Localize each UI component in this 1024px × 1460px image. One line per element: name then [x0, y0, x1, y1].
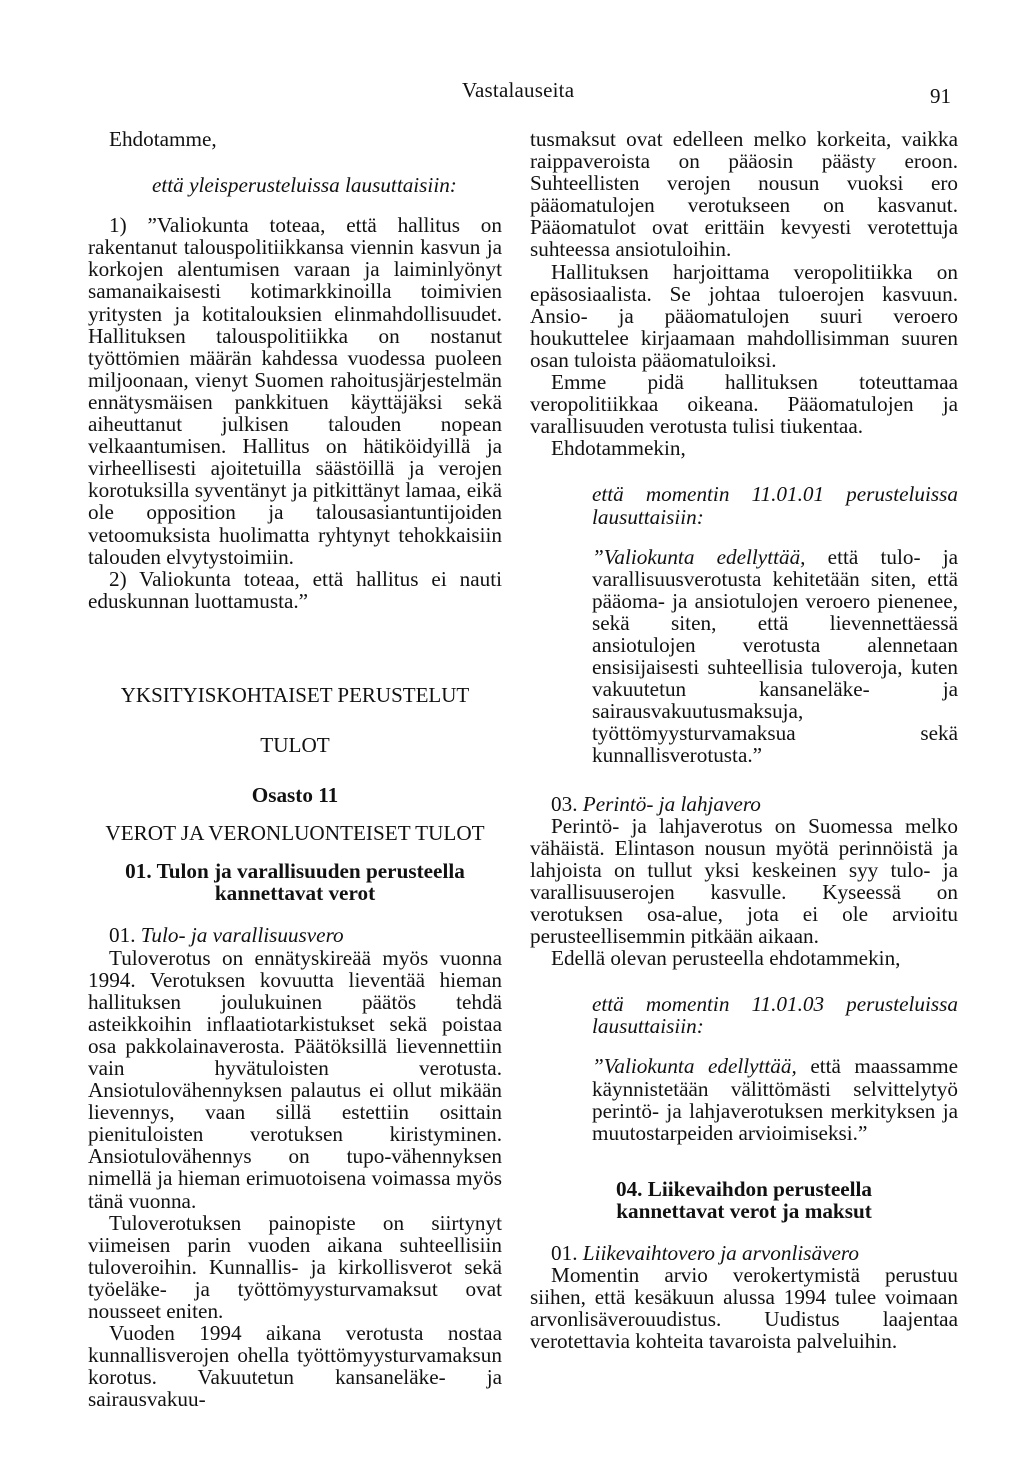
- page-header: [0, 78, 1024, 106]
- page-number: 91: [930, 84, 951, 108]
- motion-lead: että momentin 11.01.01 perusteluissa lausuttaisiin:: [592, 482, 958, 529]
- paragraph: Emme pidä hallituksen toteuttamaa veropolitiikkaa oikeana. Pääomatulojen ja varallisuuden verotusta tulisi tiukentaa.: [530, 370, 958, 439]
- motion-lead: että momentin 11.01.03 perusteluissa lausuttaisiin:: [592, 992, 958, 1039]
- paragraph: Perintö- ja lahjaverotus on Suomessa melko vähäistä. Elintason nousun myötä perinnöistä ja lahjoista on tullut yksi keskeinen syy tulo- ja varallisuuserojen kasvulle. Kyseessä on verotuksen osa-alue, jota ei ole arvioitu perusteellisemmin pitkään aikaan.: [530, 813, 958, 949]
- item-title: Liikevaihtovero ja arvonlisävero: [582, 1241, 859, 1266]
- paragraph: Edellä olevan perusteella ehdotammekin,: [551, 946, 901, 971]
- paragraph: Momentin arvio verokertymistä perustuu siihen, että kesäkuun alussa 1994 tulee voimaan arvonlisäverouudistus. Uudistus laajentaa verotettavia kohteita tavaroista palveluihin.: [530, 1263, 958, 1354]
- paragraph: 2) Valiokunta toteaa, että hallitus ei nauti eduskunnan luottamusta.”: [88, 566, 502, 613]
- running-head: Vastalauseita: [462, 78, 575, 102]
- quote-block: [530, 546, 958, 767]
- section-tulot: TULOT: [260, 732, 330, 757]
- item-heading: [88, 924, 502, 946]
- quote-italic: ”Valiokunta edellyttää,: [592, 1054, 797, 1079]
- paragraph: Vuoden 1994 aikana verotusta nostaa kunnallisverojen ohella työttömyysturvamaksun korotus. Vakuutetun kansaneläke- ja sairausvakuu-: [88, 1321, 502, 1412]
- section-01-heading: 01. Tulon ja varallisuuden perusteella kannettavat verot: [125, 859, 465, 906]
- item-title: Tulo- ja varallisuusvero: [140, 923, 344, 948]
- paragraph: Tuloverotuksen painopiste on siirtynyt viimeisen parin vuoden aikana suhteellisiin tuloveroihin. Kunnallis- ja kirkollisverot sekä työeläke- ja työttömyysturvamaksut ovat nousseet eniten.: [88, 1210, 502, 1324]
- paragraph: 1) ”Valiokunta toteaa, että hallitus on rakentanut talouspolitiikkansa viennin kasvun ja korkojen alentumisen varaan ja laiminlyönyt samanaikaisesti kotimarkkinoilla toimivien yritysten ja kotitalouksien elinmahdollisuudet. Hallituksen talouspolitiikka on nostanut työttömien määrän kahdessa vuodessa puoleen miljoonaan, vienyt Suomen rahoitusjärjestelmän ennätysmäisen pankkituen käyttäjäksi sekä aiheuttanut julkisen talouden nopean velkaantumisen. Hallitus on hätiköidyillä ja virheellisesti ajoitetuilla säästöillä ja verojen korotuksilla syventänyt ja pitkittänyt lamaa, eikä ole opposition ja talousasiantuntijoiden vetoomuksista huolimatta ryhtynyt tehokkaisiin talouden elvytystoimiin.: [88, 213, 502, 569]
- section-title: YKSITYISKOHTAISET PERUSTELUT: [120, 682, 470, 707]
- quote-text: että maassamme käynnistetään välittömästi selvittelytyö perintö- ja lahjaverotuksen merkityksen ja muutostarpeiden arvioimiseksi.”: [592, 1054, 958, 1145]
- paragraph: Tuloverotus on ennätyskireää myös vuonna 1994. Verotuksen kovuutta lieventää hieman hallituksen joulukuinen päätös tehdä asteikkoihin inflaatiotarkistukset sekä poistaa osa pakkolainaverosta. Päätöksillä lievennettiin vain hyvätuloisten verotusta. Ansiotulovähennyksen palautus ei ollut mikään lievennys, vaan sillä estettiin osittain pienituloisten verotuksen kiristyminen. Ansiotulovähennys on tupo-vähennyksen nimellä ja hieman erimuotoisena voimassa myös tänä vuonna.: [88, 945, 502, 1213]
- item-number: 03.: [551, 791, 578, 816]
- left-column: [88, 128, 502, 1411]
- paragraph: tusmaksut ovat edelleen melko korkeita, vaikka raippaveroista on pääosin päästy eroon. Suhteellisten verojen nousun vuoksi ero pääomatulojen verotukseen on kasvanut. Pääomatulot ovat erittäin kevyesti verotettuja suhteessa ansiotuloihin.: [530, 127, 958, 262]
- section-04-heading: 04. Liikevaihdon perusteella kannettavat verot ja maksut: [615, 1176, 873, 1223]
- item-number: 01.: [551, 1241, 578, 1266]
- section-osasto: Osasto 11: [251, 783, 339, 808]
- item-heading: [530, 793, 958, 815]
- item-number: 01.: [109, 923, 136, 948]
- section-verot: VEROT JA VERONLUONTEISET TULOT: [105, 821, 485, 846]
- item-title: Perintö- ja lahjavero: [582, 791, 761, 816]
- paragraph: Hallituksen harjoittama veropolitiikka on epäsosiaalista. Se johtaa tuloerojen kasvuun. Ansio- ja pääomatulojen suuri veroero houkuttelee kirjaamaan mahdollisimman suuren osan tuloista pääomatuloiksi.: [530, 259, 958, 372]
- paragraph: Ehdotammekin,: [551, 436, 686, 461]
- quote-block: [530, 1055, 958, 1143]
- quote-italic: ”Valiokunta edellyttää,: [592, 544, 806, 569]
- intro-text: Ehdotamme,: [109, 127, 217, 151]
- motion-lead: että yleisperusteluissa lausuttaisiin:: [152, 173, 457, 198]
- quote-text: että tulo- ja varallisuusverotusta kehitetään siten, että pääoma- ja ansiotulojen veroero pienenee, sekä siten, että lievennettäessä ansiotulojen verotusta alennetaan ensisijaisesti suhteellisia tuloveroja, kuten vakuutetun kansaneläke- ja sairausvakuutusmaksuja, työttömyysturvamaksua sekä kunnallisverotusta.”: [592, 544, 959, 768]
- right-column: [530, 128, 958, 1353]
- item-heading: [530, 1242, 958, 1264]
